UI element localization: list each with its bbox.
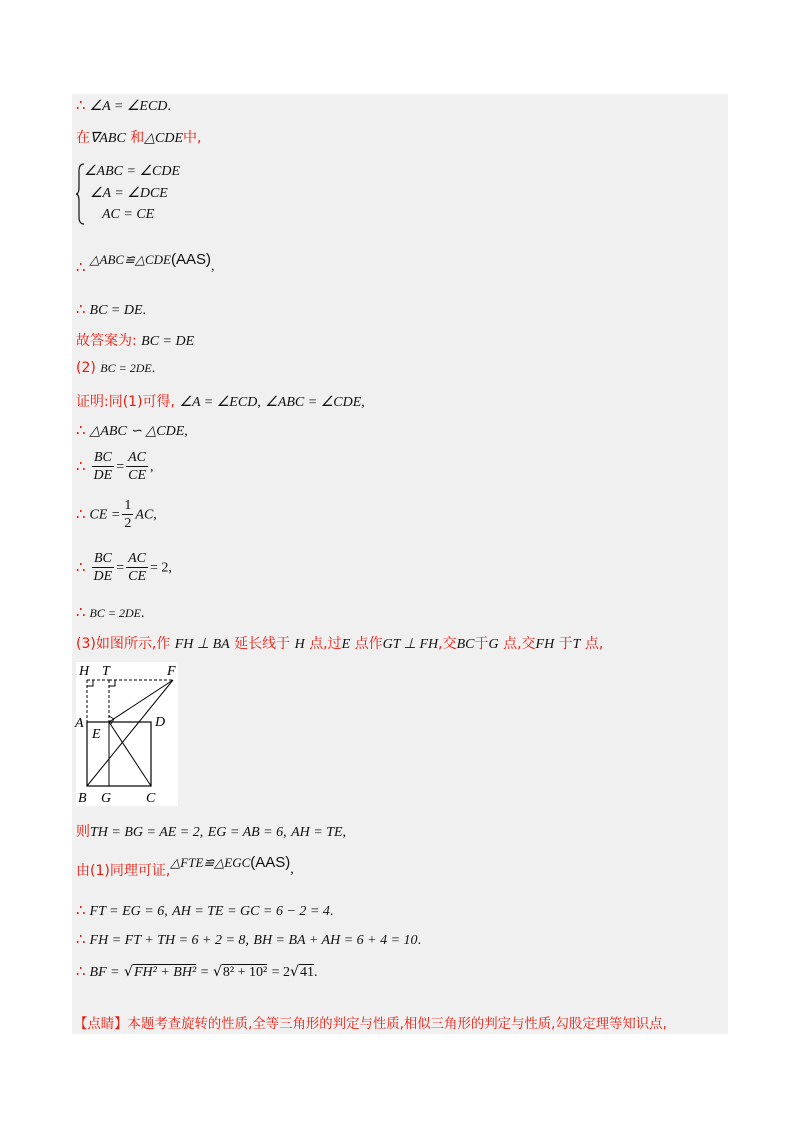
math-expr: ∇ABC [90, 131, 126, 146]
punct: , [211, 259, 215, 274]
math-expr: = 2 [271, 965, 291, 980]
math-expr: BC [456, 637, 475, 652]
punct: , [361, 395, 365, 410]
line-in-triangles [76, 127, 202, 147]
text: 于 [558, 636, 573, 652]
punct: , [245, 933, 249, 948]
label-f: F [167, 664, 176, 679]
text: 点,过 [309, 636, 342, 652]
math-expr: △CDE [144, 131, 184, 146]
math-expr: BC = DE [89, 303, 143, 318]
therefore-symbol: ∴ [76, 962, 86, 980]
math-expr: BC = 2DE [89, 606, 141, 620]
line-bc-eq-2de [76, 603, 144, 622]
text: 于 [474, 636, 489, 652]
aas-tag: (AAS) [250, 854, 291, 871]
label-e: E [92, 727, 101, 742]
equals: = [116, 560, 125, 576]
line-proof [76, 391, 365, 411]
text: 在 [76, 130, 90, 146]
line-congruent-aas [76, 250, 215, 276]
punct: . [417, 933, 422, 948]
fraction [92, 550, 115, 585]
text: 中, [183, 130, 202, 146]
numerator: BC [92, 550, 115, 568]
sqrt-radicand: 41 [299, 965, 314, 980]
aas-tag: (AAS) [171, 251, 212, 268]
line-similar [76, 421, 188, 440]
math-expr: BC = DE [141, 334, 195, 349]
math-expr: FT = EG = 6 [89, 904, 165, 919]
math-expr: △FTE≌△EGC [170, 855, 251, 870]
math-expr: H [294, 637, 305, 652]
punct: , [283, 825, 287, 840]
text: 点, [584, 636, 604, 652]
math-expr: △ABC ∽ △CDE [89, 424, 185, 439]
label-d: D [155, 715, 166, 730]
denominator: 2 [124, 516, 132, 531]
math-expr: AH = TE = GC = 6 − 2 = 4 [172, 904, 330, 919]
sqrt-radicand: FH² + BH² [133, 965, 197, 980]
fraction [126, 449, 148, 484]
punct: . [167, 99, 171, 114]
punct: , [257, 395, 261, 410]
text: 和 [130, 130, 145, 146]
math-expr: T [572, 637, 581, 652]
punct: . [142, 303, 147, 318]
right-angle-h-icon [87, 680, 93, 686]
punct: , [168, 560, 172, 576]
math-expr: G [488, 637, 499, 652]
punct: . [313, 965, 318, 980]
system-row-2: ∠A = ∠DCE [90, 186, 168, 201]
key-point-text: 【点睛】本题考查旋转的性质,全等三角形的判定与性质,相似三角形的判定与性质,勾股定理等知识点, [74, 1017, 667, 1032]
punct: , [150, 459, 154, 475]
numerator: AC [128, 450, 147, 465]
equals: = [116, 459, 125, 475]
label-c: C [146, 791, 156, 806]
punct: , [290, 862, 294, 877]
therefore-symbol: ∴ [76, 901, 86, 919]
punct: , [184, 424, 188, 439]
text: (3)如图所示,作 [76, 636, 171, 652]
math-expr: FH = FT + TH = 6 + 2 = 8 [89, 933, 246, 948]
line-part-2 [76, 360, 155, 377]
math-expr: △ABC≌△CDE [89, 252, 171, 267]
punct: , [153, 507, 157, 523]
therefore-symbol: ∴ [76, 930, 86, 948]
math-expr: EG = AB = 6 [207, 825, 284, 840]
punct: , [199, 825, 204, 840]
therefore-symbol: ∴ [76, 258, 86, 276]
denominator: CE [128, 468, 147, 483]
math-expr: GT ⊥ FH [382, 637, 439, 652]
text: (2) [76, 360, 96, 376]
punct: . [329, 904, 334, 919]
text: 延长线于 [234, 636, 291, 652]
therefore-symbol: ∴ [76, 421, 86, 439]
denominator: DE [93, 468, 113, 483]
text: 点,交 [503, 636, 536, 652]
punct: , [164, 904, 168, 919]
geometry-figure [76, 662, 178, 806]
math-expr: ∠A = ∠ECD [89, 99, 168, 114]
therefore-symbol: ∴ [76, 96, 86, 114]
math-expr: TH = BG = AE = 2 [90, 825, 200, 840]
math-expr: AC [135, 507, 154, 523]
numerator: 1 [124, 498, 132, 513]
system-row-1: ∠ABC = ∠CDE [84, 164, 180, 179]
math-expr: BH = BA + AH = 6 + 4 = 10 [253, 933, 418, 948]
math-expr: FH [535, 637, 555, 652]
system-row-3: AC = CE [102, 207, 155, 222]
line-ce-half-ac [76, 497, 157, 532]
line-bf-result: ∴ BF = √FH² + BH² = √8² + 10² = 2√41. [76, 962, 318, 980]
text: 点作 [354, 636, 383, 652]
line-part-3 [76, 633, 603, 653]
line-ft-ah [76, 901, 333, 920]
label-a: A [75, 716, 84, 731]
punct: , [342, 825, 347, 840]
text: 故答案为: [76, 333, 137, 349]
numerator: BC [92, 449, 115, 467]
fraction [122, 497, 133, 532]
line-answer-1 [76, 330, 194, 350]
line-bc-eq-de [76, 300, 146, 319]
text: 则 [76, 824, 90, 840]
line-key-point [74, 1013, 667, 1032]
fraction [126, 550, 148, 585]
denominator: CE [128, 569, 147, 584]
therefore-symbol: ∴ [76, 557, 86, 576]
segment-ec [109, 722, 151, 786]
line-fh-bh [76, 930, 421, 949]
math-expr: CE = [89, 507, 121, 523]
right-angle-t-icon [109, 680, 115, 686]
punct: . [140, 606, 145, 621]
math-expr: BF = [89, 965, 120, 980]
line-similarly [76, 852, 294, 879]
punct: . [151, 361, 156, 376]
line-then [76, 821, 346, 841]
math-expr: FH ⊥ BA [174, 637, 230, 652]
text: ,交 [438, 636, 457, 652]
therefore-symbol: ∴ [76, 456, 86, 475]
text: 证明:同(1)可得, [76, 394, 175, 410]
math-expr: ∠ABC = ∠CDE [265, 395, 362, 410]
fraction [92, 449, 115, 484]
therefore-symbol: ∴ [76, 504, 86, 523]
therefore-symbol: ∴ [76, 603, 86, 621]
label-g: G [101, 791, 112, 806]
math-expr: AH = TE [291, 825, 343, 840]
math-expr: = 2 [150, 560, 169, 576]
label-b: B [78, 791, 87, 806]
therefore-symbol: ∴ [76, 300, 86, 318]
line-ratio [76, 449, 154, 484]
label-t: T [102, 664, 110, 679]
math-expr: E [341, 637, 351, 652]
line-ratio-eq-2 [76, 550, 172, 585]
numerator: AC [128, 551, 147, 566]
sqrt-radicand: 8² + 10² [222, 965, 268, 980]
math-expr: BC = 2DE [100, 361, 152, 375]
equals: = [200, 965, 209, 980]
text: 由(1)同理可证, [76, 863, 171, 879]
denominator: DE [93, 569, 113, 584]
label-h: H [79, 664, 90, 679]
math-expr: ∠A = ∠ECD [179, 395, 258, 410]
line-angle-a-eq-ecd [76, 96, 171, 115]
